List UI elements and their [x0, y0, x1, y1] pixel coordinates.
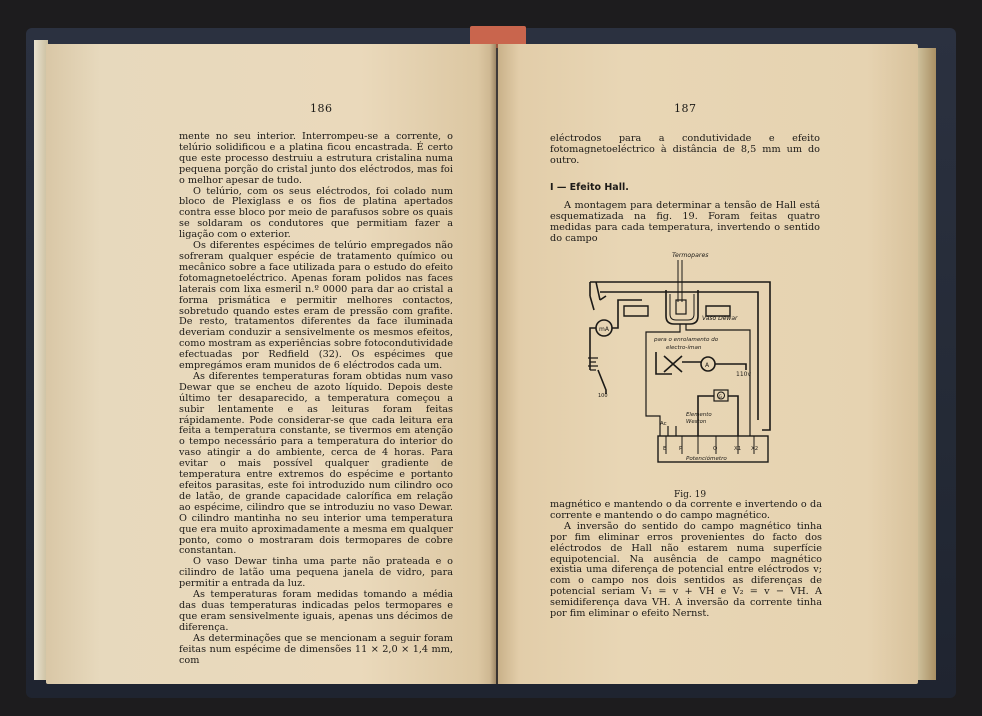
terminal-p: P — [679, 446, 683, 452]
terminal-e: E — [663, 446, 667, 452]
meter-ma-label: mA — [599, 326, 609, 333]
terminal-x1: X1 — [734, 446, 742, 452]
left-page — [46, 44, 496, 684]
specimen — [676, 300, 686, 314]
label-vaso-dewar: Vaso Dewar — [702, 315, 738, 322]
paragraph: As diferentes temperaturas foram obtidas num vaso Dewar que se encheu de azoto líquido. Depois deste último ter desaparecido, a temperatura começou a subir lentamente e as leituras foram feitas rápidamente. Pode considerar-se que cada leitura era feita a temperatura constante, se tivermos em atenção o tempo necessário para a temperatura do interior do vaso atingir a do ambiente, cerca de 4 horas. Para evitar o mais possível qualquer gradiente de temperatura entre extremos do espécime e portanto efeitos parasitas, este foi introduzido num cilindro oco de latão, de grande capacidade calorífica em relação ao espécime, cilindro que se introduziu no vaso Dewar. O cilindro mantinha no seu interior uma temperatura que era muito aproximadamente a mesma em qualquer ponto, como o mostraram dois termopares de cobre constantan. — [179, 370, 453, 557]
right-para1 — [550, 201, 820, 245]
label-voltage: 110v — [736, 371, 752, 378]
intro-paragraph: eléctrodos para a condutividade e efeito fotomagnetoeléctrico à distância de 8,5 mm um do outro. — [550, 133, 820, 166]
weston-cell — [668, 426, 676, 436]
reversing-switch — [656, 352, 702, 374]
figure-caption: Fig. 19 — [674, 490, 707, 500]
left-page-number: 186 — [310, 102, 333, 115]
switch-left — [590, 282, 606, 310]
right-page-edges — [918, 48, 936, 680]
section-heading: I — Efeito Hall. — [550, 182, 629, 193]
terminal-q: Q — [713, 446, 718, 452]
paragraph: Os diferentes espécimes de telúrio empregados não sofreram qualquer espécie de tratamento químico ou mecânico sobre a face utilizada para o estudo do efeito fotomagnetoeléctrico. Apenas foram polidos nas faces laterais com lixa esmeril n.º 0000 para dar ao cristal a forma prismática e permitir melhores contactos, sobretudo quando estes eram de pressão com grafite. De resto, tratamentos diferentes da face iluminada deveriam conduzir a sensivelmente os mesmos efeitos, como mostram as experiências sobre fotocondutividade efectuadas por Redfield (32). Os espécimes que empregámos eram munidos de 6 eléctrodos cada um. — [179, 240, 453, 372]
right-intro-text — [550, 134, 820, 167]
paragraph: magnético e mantendo o da corrente e invertendo o da corrente e mantendo o do campo magnético. — [550, 499, 822, 521]
label-enrolamento-2: electro-íman — [666, 345, 702, 351]
small-label: 100 — [598, 393, 608, 399]
paragraph: O telúrio, com os seus eléctrodos, foi colado num bloco de Plexiglass e os fios de platina apertados contra esse bloco por meio de parafusos sobre os quais se soldaram os condutores que permitiam fazer a ligação com o exterior. — [179, 185, 453, 241]
paragraph: mente no seu interior. Interrompeu-se a corrente, o telúrio solidificou e a platina ficou encastrada. É certo que este processo destruiu a estrutura cristalina numa pequena porção do cristal junto dos eléctrodos, mas foi o melhor apesar de tudo. — [179, 131, 453, 186]
terminal-x2: X2 — [751, 446, 759, 452]
meter-g-label: G — [718, 395, 722, 400]
right-page — [498, 44, 918, 684]
meter-wiring — [590, 300, 642, 370]
paragraph: As temperaturas foram medidas tomando a média das duas temperaturas indicadas pelos termopares e que eram sensivelmente iguais, apenas uns décimos de diferença. — [179, 589, 453, 633]
paragraph: A inversão do sentido do campo magnético tinha por fim eliminar erros provenientes do facto dos eléctrodos de Hall não estarem numa superfície equipotencial. Na ausência de campo magnético existia uma diferença de potencial entre eléctrodos v; com o campo nos dois sentidos as diferenças de potencial seriam V₁ = v + VH e V₂ = v − VH. A semidiferença dava VH. A inversão da corrente tinha por fim eliminar o efeito Nernst. — [550, 520, 822, 620]
paragraph: A montagem para determinar a tensão de Hall está esquematizada na fig. 19. Foram feitas quatro medidas para cada temperatura, invertendo o sentido do campo — [550, 200, 820, 244]
meter-a-label: A — [705, 362, 710, 369]
paragraph: As determinações que se mencionam a seguir foram feitas num espécime de dimensões 11 × 2,0 × 1,4 mm, com — [179, 632, 453, 666]
label-termopares: Termopares — [672, 252, 709, 259]
outer-circuit — [590, 282, 770, 430]
label-elemento-2: Weston — [686, 419, 707, 425]
label-enrolamento-1: para o enrolamento do — [654, 337, 719, 343]
paragraph: O vaso Dewar tinha uma parte não prateada e o cilindro de latão uma pequena janela de vidro, para permitir a entrada da luz. — [179, 556, 453, 590]
thermocouple-leads — [678, 260, 682, 302]
label-elemento-1: Elemento — [686, 412, 712, 418]
label-potenciometro: Potenciómetro — [686, 456, 727, 462]
battery-lead — [598, 370, 606, 394]
terminal-ac: Ac — [660, 421, 667, 427]
coil-wiring — [715, 364, 746, 370]
right-page-text — [550, 500, 822, 620]
right-page-number: 187 — [674, 102, 697, 115]
left-page-text — [179, 132, 453, 666]
figure-19-schematic — [586, 240, 786, 474]
